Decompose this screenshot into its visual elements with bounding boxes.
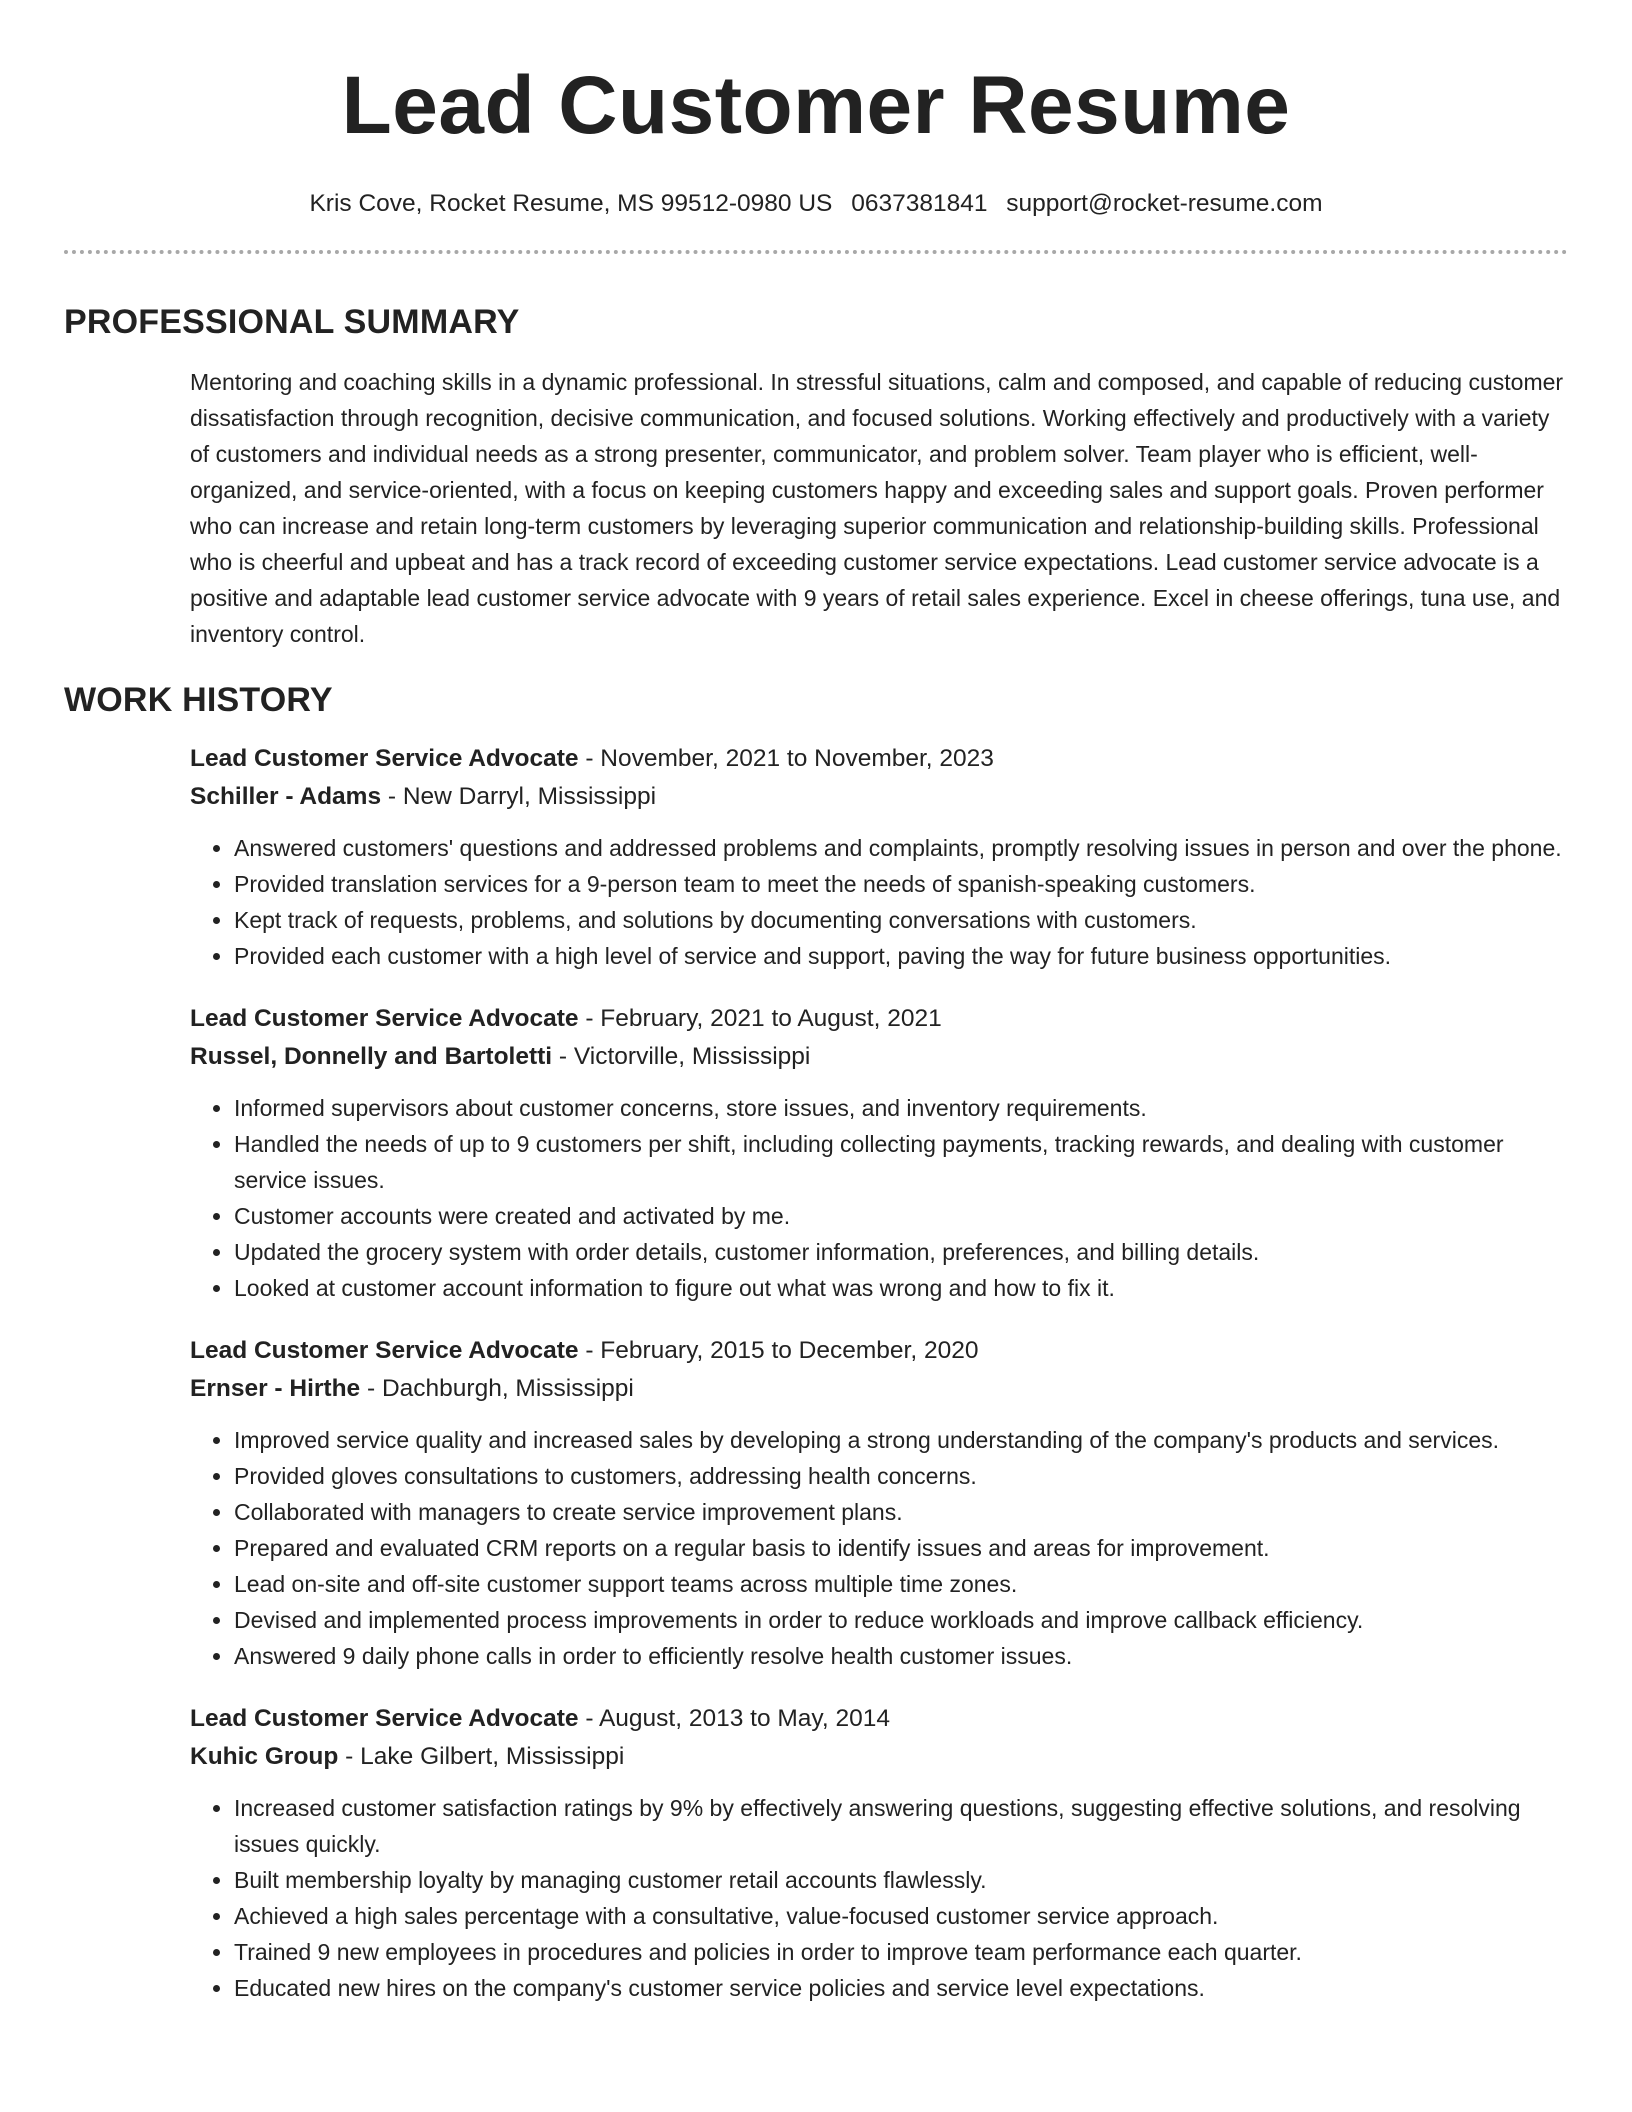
contact-address: Kris Cove, Rocket Resume, MS 99512-0980 US <box>309 190 833 217</box>
job-company: Russel, Donnelly and Bartoletti <box>190 1043 553 1070</box>
job-bullet: • Educated new hires on the company's customer service policies and service level expectations. <box>234 1970 1568 2006</box>
job-entry <box>190 1000 1568 1306</box>
job-company: Schiller - Adams <box>190 783 382 810</box>
job-company: Ernser - Hirthe <box>190 1375 361 1402</box>
job-dates: - February, 2021 to August, 2021 <box>578 1005 942 1032</box>
job-bullet: • Built membership loyalty by managing customer retail accounts flawlessly. <box>234 1862 1568 1898</box>
job-location: - Dachburgh, Mississippi <box>360 1375 634 1402</box>
job-bullet: • Customer accounts were created and activated by me. <box>234 1198 1568 1234</box>
header-divider <box>64 250 1568 254</box>
job-bullet: • Provided gloves consultations to customers, addressing health concerns. <box>234 1458 1568 1494</box>
job-bullet: • Devised and implemented process improvements in order to reduce workloads and improve callback efficiency. <box>234 1602 1568 1638</box>
contact-email: support@rocket-resume.com <box>1006 190 1323 217</box>
job-bullet: • Collaborated with managers to create service improvement plans. <box>234 1494 1568 1530</box>
contact-line <box>0 188 1632 220</box>
work-history-heading: WORK HISTORY <box>64 681 333 719</box>
job-bullet: • Answered customers' questions and addressed problems and complaints, promptly resolving issues in person and over the phone. <box>234 830 1568 866</box>
job-location: - Lake Gilbert, Mississippi <box>338 1743 625 1770</box>
resume-header <box>0 0 1632 220</box>
summary-section <box>64 300 1568 652</box>
summary-text: Mentoring and coaching skills in a dynamic professional. In stressful situations, calm and composed, and capable of reducing customer dissatisfaction through recognition, decisive communication, and focused solutions. Working effectively and productively with a variety of customers and individual needs as a strong presenter, communicator, and problem solver. Team player who is efficient, well-organized, and service-oriented, with a focus on keeping customers happy and exceeding sales and support goals. Proven performer who can increase and retain long-term customers by leveraging superior communication and relationship-building skills. Professional who is cheerful and upbeat and has a track record of exceeding customer service expectations. Lead customer service advocate is a positive and adaptable lead customer service advocate with 9 years of retail sales experience. Excel in cheese offerings, tuna use, and inventory control. <box>190 369 1564 647</box>
job-bullet: • Looked at customer account information to figure out what was wrong and how to fix it. <box>234 1270 1568 1306</box>
job-title: Lead Customer Service Advocate <box>190 1005 579 1032</box>
job-bullet: • Lead on-site and off-site customer support teams across multiple time zones. <box>234 1566 1568 1602</box>
job-bullet: • Prepared and evaluated CRM reports on a regular basis to identify issues and areas for improvement. <box>234 1530 1568 1566</box>
job-bullet: • Provided translation services for a 9-person team to meet the needs of spanish-speaking customers. <box>234 866 1568 902</box>
job-bullet: • Updated the grocery system with order details, customer information, preferences, and billing details. <box>234 1234 1568 1270</box>
job-title-line <box>190 1332 1568 1370</box>
work-history-section <box>64 678 1568 2006</box>
job-bullets <box>190 1090 1568 1306</box>
job-bullet: • Trained 9 new employees in procedures and policies in order to improve team performance each quarter. <box>234 1934 1568 1970</box>
job-dates: - August, 2013 to May, 2014 <box>578 1705 890 1732</box>
job-company: Kuhic Group <box>190 1743 339 1770</box>
job-bullet: • Kept track of requests, problems, and solutions by documenting conversations with customers. <box>234 902 1568 938</box>
job-bullet: • Achieved a high sales percentage with a consultative, value-focused customer service approach. <box>234 1898 1568 1934</box>
work-history-body <box>190 740 1568 2006</box>
job-company-line <box>190 1370 1568 1408</box>
resume-title: Lead Customer Resume <box>341 60 1291 151</box>
job-title-line <box>190 1000 1568 1038</box>
job-entry <box>190 740 1568 974</box>
job-bullet: • Answered 9 daily phone calls in order to efficiently resolve health customer issues. <box>234 1638 1568 1674</box>
job-bullet: • Handled the needs of up to 9 customers per shift, including collecting payments, tracking rewards, and dealing with customer service issues. <box>234 1126 1568 1198</box>
contact-phone: 0637381841 <box>851 190 988 217</box>
job-location: - Victorville, Mississippi <box>552 1043 811 1070</box>
job-bullets <box>190 830 1568 974</box>
job-dates: - February, 2015 to December, 2020 <box>578 1337 979 1364</box>
job-bullet: • Increased customer satisfaction ratings by 9% by effectively answering questions, suggesting effective solutions, and resolving issues quickly. <box>234 1790 1568 1862</box>
job-entry <box>190 1700 1568 2006</box>
job-bullet: • Provided each customer with a high level of service and support, paving the way for future business opportunities. <box>234 938 1568 974</box>
job-title: Lead Customer Service Advocate <box>190 745 579 772</box>
job-title-line <box>190 1700 1568 1738</box>
job-bullets <box>190 1422 1568 1674</box>
job-title: Lead Customer Service Advocate <box>190 1705 579 1732</box>
job-company-line <box>190 1038 1568 1076</box>
summary-heading: PROFESSIONAL SUMMARY <box>64 303 520 341</box>
job-bullets <box>190 1790 1568 2006</box>
summary-body <box>190 364 1568 652</box>
job-title: Lead Customer Service Advocate <box>190 1337 579 1364</box>
job-title-line <box>190 740 1568 778</box>
job-bullet: • Informed supervisors about customer concerns, store issues, and inventory requirements. <box>234 1090 1568 1126</box>
job-dates: - November, 2021 to November, 2023 <box>578 745 994 772</box>
job-company-line <box>190 1738 1568 1776</box>
job-company-line <box>190 778 1568 816</box>
job-location: - New Darryl, Mississippi <box>381 783 657 810</box>
job-bullet: • Improved service quality and increased sales by developing a strong understanding of the company's products and services. <box>234 1422 1568 1458</box>
job-entry <box>190 1332 1568 1674</box>
